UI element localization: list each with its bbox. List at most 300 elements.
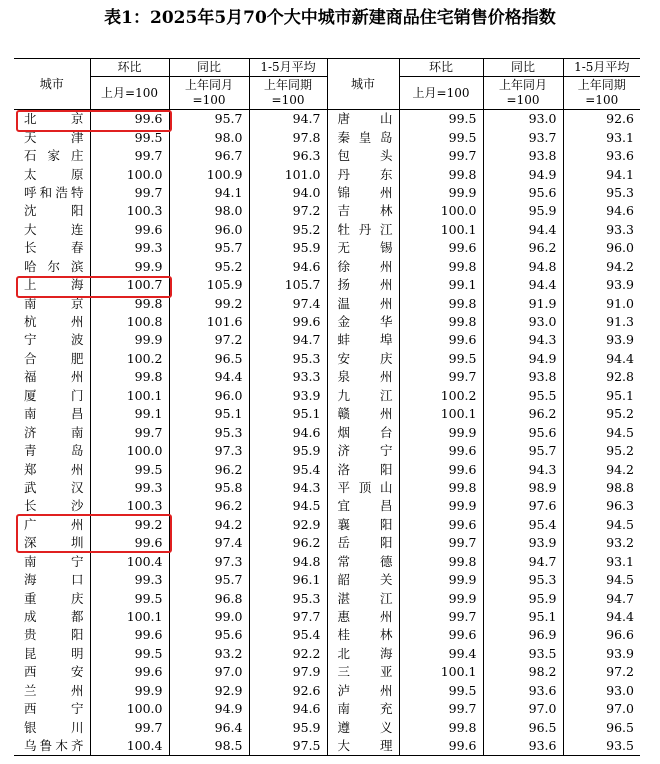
header-avg-sub-left: 上年同期 =100 [249, 77, 327, 110]
right-avg-cell: 96.5 [606, 719, 634, 735]
table-row [14, 700, 640, 718]
right-yoy-cell: 93.9 [483, 534, 563, 552]
left-city-cell: 兰 州 [14, 682, 90, 700]
right-avg-cell: 96.6 [606, 627, 634, 643]
right-yoy-cell: 94.8 [483, 258, 563, 276]
left-mom-cell: 100.2 [90, 350, 169, 368]
table-row [14, 239, 640, 257]
right-yoy-cell: 95.9 [483, 202, 563, 220]
left-avg-cell: 93.9 [249, 387, 327, 405]
table-row [14, 645, 640, 663]
left-avg-cell: 94.6 [249, 700, 327, 718]
left-avg-cell: 95.4 [249, 626, 327, 644]
left-avg-cell: 94.6 [249, 258, 327, 276]
right-yoy-cell: 94.4 [483, 276, 563, 294]
right-mom-cell: 99.4 [399, 645, 483, 663]
table-row [14, 626, 640, 644]
left-yoy-cell: 95.7 [169, 110, 249, 129]
right-city-cell: 南 充 [327, 700, 399, 718]
right-mom-cell: 99.5 [399, 682, 483, 700]
right-city-cell: 唐 山 [327, 110, 399, 129]
header-row-1 [14, 59, 640, 77]
right-yoy-cell: 96.5 [483, 718, 563, 736]
left-yoy-cell: 97.4 [169, 534, 249, 552]
right-yoy-cell: 94.3 [483, 460, 563, 478]
right-mom-cell: 99.6 [399, 737, 483, 756]
right-city-cell: 遵 义 [327, 718, 399, 736]
left-avg-cell: 94.0 [249, 184, 327, 202]
left-yoy-cell: 95.7 [169, 239, 249, 257]
right-avg-cell: 93.0 [606, 682, 634, 698]
table-row [14, 331, 640, 349]
table-row [14, 221, 640, 239]
right-avg-cell: 93.2 [606, 535, 634, 551]
left-yoy-cell: 97.3 [169, 553, 249, 571]
right-city-cell: 常 德 [327, 553, 399, 571]
table-row [14, 313, 640, 331]
left-city-cell: 武 汉 [14, 479, 90, 497]
right-city-cell: 北 海 [327, 645, 399, 663]
right-yoy-cell: 91.9 [483, 294, 563, 312]
left-avg-cell: 96.2 [249, 534, 327, 552]
right-city-cell: 洛 阳 [327, 460, 399, 478]
left-city-cell: 重 庆 [14, 589, 90, 607]
left-yoy-cell: 95.6 [169, 626, 249, 644]
right-yoy-cell: 94.3 [483, 331, 563, 349]
left-yoy-cell: 94.4 [169, 368, 249, 386]
table-row [14, 165, 640, 183]
left-city-cell: 海 口 [14, 571, 90, 589]
left-avg-cell: 97.5 [249, 737, 327, 756]
left-mom-cell: 99.5 [90, 589, 169, 607]
left-mom-cell: 99.8 [90, 368, 169, 386]
left-avg-cell: 93.3 [249, 368, 327, 386]
left-avg-cell: 101.0 [249, 165, 327, 183]
right-mom-cell: 99.5 [399, 110, 483, 129]
table-row [14, 682, 640, 700]
left-city-cell: 上 海 [14, 276, 90, 294]
right-avg-cell: 94.7 [606, 590, 634, 606]
left-mom-cell: 100.4 [90, 553, 169, 571]
left-yoy-cell: 98.5 [169, 737, 249, 756]
right-mom-cell: 99.6 [399, 442, 483, 460]
right-mom-cell: 100.1 [399, 221, 483, 239]
table-body [14, 110, 640, 756]
right-city-cell: 锦 州 [327, 184, 399, 202]
left-mom-cell: 100.8 [90, 313, 169, 331]
left-yoy-cell: 94.2 [169, 516, 249, 534]
table-row [14, 479, 640, 497]
table-row [14, 405, 640, 423]
table-row [14, 202, 640, 220]
left-yoy-cell: 94.9 [169, 700, 249, 718]
header-mom-sub-right: 上月=100 [399, 77, 483, 110]
left-avg-cell: 94.5 [249, 497, 327, 515]
right-avg-cell: 95.3 [606, 184, 634, 200]
left-city-cell: 哈尔滨 [14, 258, 90, 276]
left-avg-cell: 97.4 [249, 294, 327, 312]
left-yoy-cell: 96.7 [169, 147, 249, 165]
right-city-cell: 温 州 [327, 294, 399, 312]
right-mom-cell: 99.9 [399, 497, 483, 515]
left-avg-cell: 105.7 [249, 276, 327, 294]
left-yoy-cell: 94.1 [169, 184, 249, 202]
left-mom-cell: 100.0 [90, 700, 169, 718]
right-mom-cell: 99.7 [399, 700, 483, 718]
left-mom-cell: 99.9 [90, 258, 169, 276]
left-yoy-cell: 93.2 [169, 645, 249, 663]
left-mom-cell: 100.0 [90, 165, 169, 183]
right-mom-cell: 100.0 [399, 202, 483, 220]
table-row [14, 497, 640, 515]
left-mom-cell: 100.7 [90, 276, 169, 294]
header-yoy-left: 同比 [169, 59, 249, 77]
left-yoy-cell: 95.2 [169, 258, 249, 276]
left-avg-cell: 95.3 [249, 350, 327, 368]
header-city-right: 城市 [327, 59, 399, 110]
left-mom-cell: 99.9 [90, 331, 169, 349]
right-avg-cell: 94.4 [606, 350, 634, 366]
left-mom-cell: 99.9 [90, 682, 169, 700]
right-city-cell: 徐 州 [327, 258, 399, 276]
left-mom-cell: 99.7 [90, 718, 169, 736]
header-avg-right: 1-5月平均 [563, 59, 640, 77]
table-row [14, 663, 640, 681]
header-mom-right: 环比 [399, 59, 483, 77]
left-city-cell: 乌鲁木齐 [14, 737, 90, 756]
left-mom-cell: 99.2 [90, 516, 169, 534]
table-row [14, 737, 640, 756]
right-yoy-cell: 93.6 [483, 737, 563, 756]
table-row [14, 423, 640, 441]
left-avg-cell: 95.9 [249, 718, 327, 736]
left-city-cell: 天 津 [14, 128, 90, 146]
left-mom-cell: 99.5 [90, 460, 169, 478]
table-row [14, 258, 640, 276]
right-avg-cell: 97.2 [606, 664, 634, 680]
left-mom-cell: 100.4 [90, 737, 169, 756]
left-yoy-cell: 92.9 [169, 682, 249, 700]
right-yoy-cell: 93.0 [483, 313, 563, 331]
right-avg-cell: 93.1 [606, 129, 634, 145]
left-city-cell: 北 京 [14, 110, 90, 129]
right-yoy-cell: 94.7 [483, 553, 563, 571]
right-avg-cell: 94.2 [606, 258, 634, 274]
right-yoy-cell: 95.6 [483, 184, 563, 202]
right-mom-cell: 99.9 [399, 571, 483, 589]
left-city-cell: 宁 波 [14, 331, 90, 349]
right-avg-cell: 94.5 [606, 424, 634, 440]
table-row [14, 718, 640, 736]
right-mom-cell: 99.7 [399, 608, 483, 626]
left-yoy-cell: 95.1 [169, 405, 249, 423]
left-city-cell: 昆 明 [14, 645, 90, 663]
left-city-cell: 太 原 [14, 165, 90, 183]
right-city-cell: 金 华 [327, 313, 399, 331]
left-avg-cell: 97.8 [249, 128, 327, 146]
left-yoy-cell: 97.2 [169, 331, 249, 349]
right-avg-cell: 96.3 [606, 498, 634, 514]
right-yoy-cell: 97.0 [483, 700, 563, 718]
right-city-cell: 大 理 [327, 737, 399, 756]
header-mom-left: 环比 [90, 59, 169, 77]
right-city-cell: 丹 东 [327, 165, 399, 183]
left-yoy-cell: 101.6 [169, 313, 249, 331]
right-mom-cell: 99.5 [399, 128, 483, 146]
header-avg-sub-right: 上年同期 =100 [563, 77, 640, 110]
left-mom-cell: 99.3 [90, 239, 169, 257]
table-row [14, 442, 640, 460]
left-avg-cell: 92.2 [249, 645, 327, 663]
left-mom-cell: 100.0 [90, 442, 169, 460]
left-yoy-cell: 105.9 [169, 276, 249, 294]
left-yoy-cell: 95.7 [169, 571, 249, 589]
right-mom-cell: 100.1 [399, 663, 483, 681]
right-mom-cell: 100.2 [399, 387, 483, 405]
table-row [14, 589, 640, 607]
right-avg-cell: 95.1 [606, 387, 634, 403]
left-mom-cell: 100.1 [90, 387, 169, 405]
right-avg-cell: 94.5 [606, 572, 634, 588]
highlight-shanghai [16, 276, 172, 298]
right-avg-cell: 94.1 [606, 166, 634, 182]
right-yoy-cell: 93.6 [483, 682, 563, 700]
left-mom-cell: 99.3 [90, 571, 169, 589]
left-avg-cell: 94.3 [249, 479, 327, 497]
left-avg-cell: 94.7 [249, 331, 327, 349]
right-yoy-cell: 96.2 [483, 239, 563, 257]
right-mom-cell: 99.8 [399, 294, 483, 312]
left-yoy-cell: 96.5 [169, 350, 249, 368]
right-yoy-cell: 94.9 [483, 165, 563, 183]
table-row [14, 460, 640, 478]
table-row [14, 387, 640, 405]
left-avg-cell: 92.9 [249, 516, 327, 534]
table-row [14, 368, 640, 386]
right-mom-cell: 99.8 [399, 479, 483, 497]
right-avg-cell: 95.2 [606, 406, 634, 422]
right-avg-cell: 94.5 [606, 516, 634, 532]
right-city-cell: 宜 昌 [327, 497, 399, 515]
left-city-cell: 南 昌 [14, 405, 90, 423]
left-yoy-cell: 97.3 [169, 442, 249, 460]
right-yoy-cell: 97.6 [483, 497, 563, 515]
left-yoy-cell: 96.2 [169, 497, 249, 515]
left-city-cell: 大 连 [14, 221, 90, 239]
left-avg-cell: 95.4 [249, 460, 327, 478]
right-mom-cell: 99.6 [399, 460, 483, 478]
left-mom-cell: 99.1 [90, 405, 169, 423]
right-city-cell: 牡丹江 [327, 221, 399, 239]
left-city-cell: 合 肥 [14, 350, 90, 368]
left-city-cell: 成 都 [14, 608, 90, 626]
right-city-cell: 三 亚 [327, 663, 399, 681]
right-avg-cell: 93.9 [606, 332, 634, 348]
left-mom-cell: 100.3 [90, 202, 169, 220]
right-yoy-cell: 95.1 [483, 608, 563, 626]
left-city-cell: 西 安 [14, 663, 90, 681]
right-yoy-cell: 96.2 [483, 405, 563, 423]
right-avg-cell: 91.0 [606, 295, 634, 311]
left-avg-cell: 95.9 [249, 239, 327, 257]
left-yoy-cell: 95.8 [169, 479, 249, 497]
left-avg-cell: 94.7 [249, 110, 327, 129]
right-avg-cell: 96.0 [606, 240, 634, 256]
left-city-cell: 杭 州 [14, 313, 90, 331]
right-mom-cell: 99.8 [399, 258, 483, 276]
left-city-cell: 石家庄 [14, 147, 90, 165]
left-avg-cell: 95.9 [249, 442, 327, 460]
left-mom-cell: 99.6 [90, 221, 169, 239]
left-city-cell: 长 沙 [14, 497, 90, 515]
left-yoy-cell: 98.0 [169, 128, 249, 146]
right-city-cell: 蚌 埠 [327, 331, 399, 349]
highlight-beijing [16, 110, 172, 132]
left-yoy-cell: 95.3 [169, 423, 249, 441]
right-city-cell: 吉 林 [327, 202, 399, 220]
left-avg-cell: 97.7 [249, 608, 327, 626]
left-yoy-cell: 99.0 [169, 608, 249, 626]
left-avg-cell: 97.9 [249, 663, 327, 681]
right-city-cell: 安 庆 [327, 350, 399, 368]
left-avg-cell: 95.3 [249, 589, 327, 607]
left-mom-cell: 99.8 [90, 294, 169, 312]
left-city-cell: 西 宁 [14, 700, 90, 718]
right-avg-cell: 95.2 [606, 443, 634, 459]
left-city-cell: 青 岛 [14, 442, 90, 460]
left-avg-cell: 96.1 [249, 571, 327, 589]
right-city-cell: 桂 林 [327, 626, 399, 644]
left-mom-cell: 99.6 [90, 534, 169, 552]
right-yoy-cell: 93.0 [483, 110, 563, 129]
left-city-cell: 济 南 [14, 423, 90, 441]
right-city-cell: 湛 江 [327, 589, 399, 607]
right-mom-cell: 99.6 [399, 239, 483, 257]
left-city-cell: 南 宁 [14, 553, 90, 571]
right-city-cell: 惠 州 [327, 608, 399, 626]
right-mom-cell: 99.5 [399, 350, 483, 368]
left-yoy-cell: 96.0 [169, 387, 249, 405]
left-yoy-cell: 96.2 [169, 460, 249, 478]
table-row [14, 571, 640, 589]
left-mom-cell: 99.5 [90, 128, 169, 146]
header-mom-sub-left: 上月=100 [90, 77, 169, 110]
right-city-cell: 赣 州 [327, 405, 399, 423]
left-yoy-cell: 100.9 [169, 165, 249, 183]
left-city-cell: 深 圳 [14, 534, 90, 552]
right-mom-cell: 99.6 [399, 331, 483, 349]
right-yoy-cell: 93.8 [483, 147, 563, 165]
right-avg-cell: 94.4 [606, 609, 634, 625]
left-mom-cell: 99.6 [90, 663, 169, 681]
left-avg-cell: 92.6 [249, 682, 327, 700]
right-city-cell: 包 头 [327, 147, 399, 165]
right-yoy-cell: 95.9 [483, 589, 563, 607]
left-city-cell: 呼和浩特 [14, 184, 90, 202]
right-city-cell: 韶 关 [327, 571, 399, 589]
right-avg-cell: 94.6 [606, 203, 634, 219]
left-city-cell: 广 州 [14, 516, 90, 534]
table-row [14, 608, 640, 626]
left-mom-cell: 100.1 [90, 608, 169, 626]
right-mom-cell: 99.7 [399, 368, 483, 386]
right-avg-cell: 92.6 [606, 111, 634, 127]
right-mom-cell: 99.7 [399, 147, 483, 165]
left-mom-cell: 99.6 [90, 626, 169, 644]
left-city-cell: 沈 阳 [14, 202, 90, 220]
right-yoy-cell: 95.4 [483, 516, 563, 534]
right-mom-cell: 99.9 [399, 184, 483, 202]
left-city-cell: 郑 州 [14, 460, 90, 478]
header-avg-left: 1-5月平均 [249, 59, 327, 77]
header-yoy-sub-right: 上年同月 =100 [483, 77, 563, 110]
right-city-cell: 无 锡 [327, 239, 399, 257]
right-city-cell: 襄 阳 [327, 516, 399, 534]
left-city-cell: 长 春 [14, 239, 90, 257]
left-city-cell: 银 川 [14, 718, 90, 736]
left-yoy-cell: 97.0 [169, 663, 249, 681]
right-city-cell: 扬 州 [327, 276, 399, 294]
left-mom-cell: 99.7 [90, 147, 169, 165]
right-yoy-cell: 95.3 [483, 571, 563, 589]
right-mom-cell: 99.9 [399, 423, 483, 441]
right-avg-cell: 93.9 [606, 645, 634, 661]
right-yoy-cell: 93.8 [483, 368, 563, 386]
left-mom-cell: 99.7 [90, 423, 169, 441]
right-yoy-cell: 93.7 [483, 128, 563, 146]
right-yoy-cell: 96.9 [483, 626, 563, 644]
right-mom-cell: 99.7 [399, 534, 483, 552]
left-yoy-cell: 99.2 [169, 294, 249, 312]
right-city-cell: 济 宁 [327, 442, 399, 460]
right-yoy-cell: 94.4 [483, 221, 563, 239]
right-mom-cell: 99.6 [399, 516, 483, 534]
header-city-left: 城市 [14, 59, 90, 110]
right-mom-cell: 99.8 [399, 718, 483, 736]
right-mom-cell: 99.8 [399, 313, 483, 331]
left-avg-cell: 94.6 [249, 423, 327, 441]
right-yoy-cell: 95.7 [483, 442, 563, 460]
right-city-cell: 九 江 [327, 387, 399, 405]
left-avg-cell: 96.3 [249, 147, 327, 165]
right-city-cell: 秦皇岛 [327, 128, 399, 146]
left-avg-cell: 95.2 [249, 221, 327, 239]
right-yoy-cell: 93.5 [483, 645, 563, 663]
left-city-cell: 厦 门 [14, 387, 90, 405]
left-avg-cell: 95.1 [249, 405, 327, 423]
table-row [14, 553, 640, 571]
left-city-cell: 贵 阳 [14, 626, 90, 644]
right-mom-cell: 99.8 [399, 165, 483, 183]
table-title: 表1：2025年5月70个大中城市新建商品住宅销售价格指数 [104, 8, 556, 28]
left-avg-cell: 97.2 [249, 202, 327, 220]
right-avg-cell: 94.2 [606, 461, 634, 477]
left-yoy-cell: 98.0 [169, 202, 249, 220]
table-row [14, 350, 640, 368]
right-avg-cell: 98.8 [606, 479, 634, 495]
left-yoy-cell: 96.0 [169, 221, 249, 239]
left-mom-cell: 99.3 [90, 479, 169, 497]
left-yoy-cell: 96.8 [169, 589, 249, 607]
left-mom-cell: 99.5 [90, 645, 169, 663]
left-mom-cell: 99.6 [90, 110, 169, 129]
right-city-cell: 平顶山 [327, 479, 399, 497]
left-mom-cell: 100.3 [90, 497, 169, 515]
header-yoy-right: 同比 [483, 59, 563, 77]
right-yoy-cell: 95.6 [483, 423, 563, 441]
header-yoy-sub-left: 上年同月 =100 [169, 77, 249, 110]
right-yoy-cell: 94.9 [483, 350, 563, 368]
